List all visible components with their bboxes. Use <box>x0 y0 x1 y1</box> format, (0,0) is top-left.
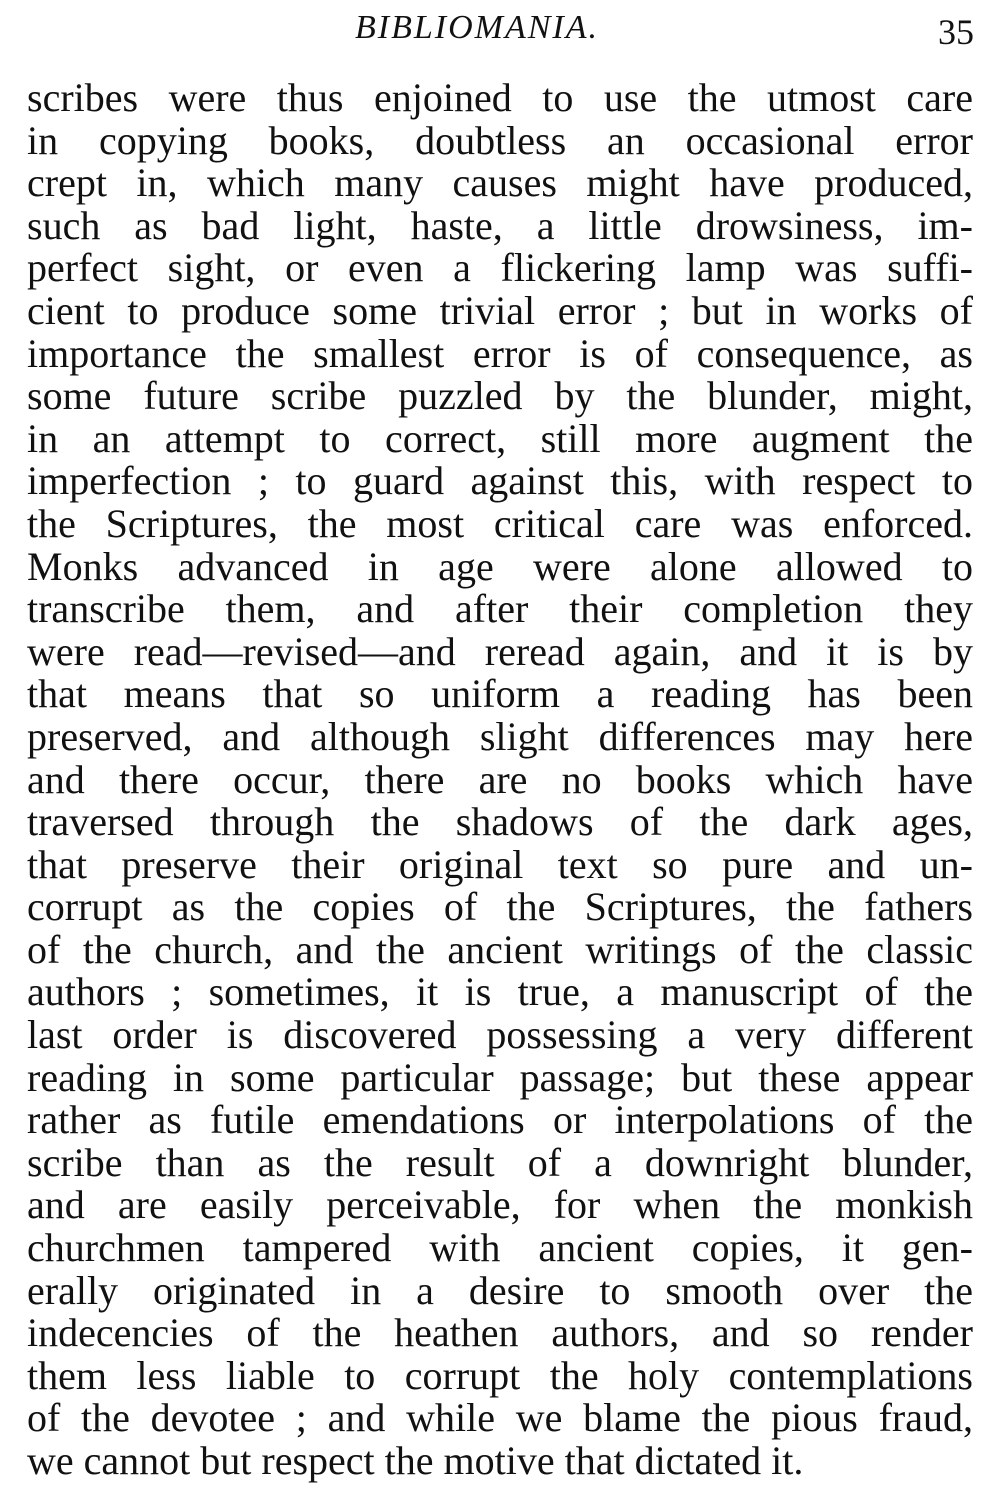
text-line: some future scribe puzzled by the blunder, might, <box>27 373 973 419</box>
text-line: preserved, and although slight differences may here <box>27 713 973 759</box>
running-title: BIBLIOMANIA. <box>355 9 600 46</box>
text-line: in copying books, doubtless an occasional error <box>27 117 973 163</box>
text-line: importance the smallest error is of consequence, as <box>27 330 973 376</box>
text-line: transcribe them, and after their completion they <box>27 586 973 632</box>
text-line: and there occur, there are no books which have <box>27 756 973 802</box>
text-line: corrupt as the copies of the Scriptures, the fathers <box>27 884 973 930</box>
text-line: rather as futile emendations or interpolations of the <box>27 1097 973 1143</box>
text-line: reading in some particular passage; but these appear <box>27 1054 973 1100</box>
text-line: that means that so uniform a reading has been <box>27 671 973 717</box>
text-line: traversed through the shadows of the dark ages, <box>27 799 973 845</box>
text-line: churchmen tampered with ancient copies, it gen- <box>27 1225 973 1271</box>
page-number: 35 <box>938 12 974 52</box>
text-line: perfect sight, or even a flickering lamp was suffi- <box>27 245 973 291</box>
body-paragraph <box>27 77 973 1483</box>
text-line: the Scriptures, the most critical care was enforced. <box>27 500 973 546</box>
text-line: authors ; sometimes, it is true, a manuscript of the <box>27 969 973 1015</box>
text-line: indecencies of the heathen authors, and so render <box>27 1310 973 1356</box>
text-line: scribes were thus enjoined to use the utmost care <box>27 75 973 120</box>
text-line: we cannot but respect the motive that dictated it. <box>27 1438 804 1483</box>
text-line: scribe than as the result of a downright blunder, <box>27 1139 973 1185</box>
text-line: Monks advanced in age were alone allowed to <box>27 543 973 589</box>
text-line: of the church, and the ancient writings of the classic <box>27 926 973 972</box>
text-line: of the devotee ; and while we blame the pious fraud, <box>27 1395 973 1441</box>
text-line: and are easily perceivable, for when the monkish <box>27 1182 973 1228</box>
text-line: were read—revised—and reread again, and it is by <box>27 628 973 674</box>
text-line: them less liable to corrupt the holy contemplations <box>27 1352 973 1398</box>
text-line: that preserve their original text so pure and un- <box>27 841 973 887</box>
text-line: such as bad light, haste, a little drowsiness, im- <box>27 202 973 248</box>
text-line: imperfection ; to guard against this, with respect to <box>27 458 973 504</box>
text-line: cient to produce some trivial error ; but in works of <box>27 287 973 333</box>
text-line: in an attempt to correct, still more augment the <box>27 415 973 461</box>
running-head <box>0 4 1000 52</box>
text-line: last order is discovered possessing a very different <box>27 1012 973 1058</box>
text-line: crept in, which many causes might have produced, <box>27 160 973 206</box>
text-line: erally originated in a desire to smooth over the <box>27 1267 973 1313</box>
